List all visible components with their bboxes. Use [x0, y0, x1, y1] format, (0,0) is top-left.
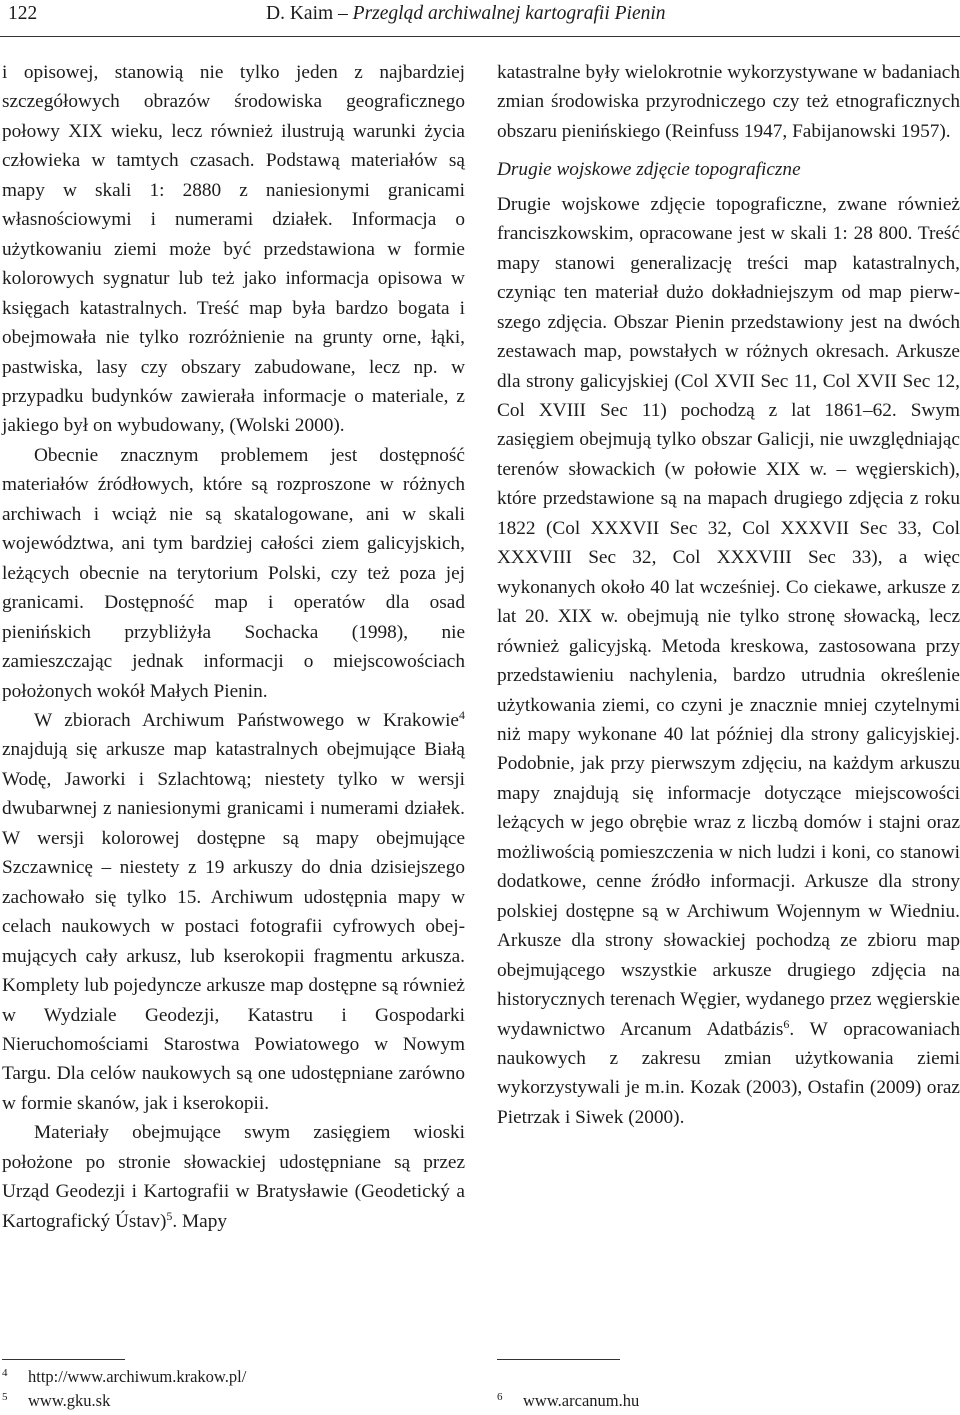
left-paragraph-4: [2, 1118, 465, 1236]
footnote-5: $^5$ www.gku.sk: [2, 1391, 111, 1410]
section-heading: Drugie wojskowe zdjęcie topograficzne: [497, 159, 801, 181]
footnote-rule-right: [497, 1359, 620, 1360]
footnote-ref-5[interactable]: 5: [166, 1208, 173, 1223]
right-column: [497, 58, 960, 1132]
left-column: [2, 58, 465, 1236]
left-paragraph-4-text-a: Materiały obejmujące swym zasięgiem wioski położone po stronie słowackiej udostępniane są przez Urząd Geodezji i Kartografii w Bratysławie (Geodetický a Kartografický Ústav): [2, 1122, 465, 1232]
footnote-4: $^4$ http://www.archiwum.krakow.pl/: [2, 1367, 247, 1386]
footnote-ref-4[interactable]: 4: [459, 707, 465, 722]
running-header: [0, 0, 960, 40]
running-head-author: D. Kaim –: [266, 3, 353, 24]
header-rule: [0, 36, 960, 37]
left-paragraph-4-text-b: . Mapy: [172, 1210, 227, 1232]
footnote-link-4[interactable]: http://www.archiwum.krakow.pl/: [28, 1367, 247, 1386]
left-paragraph-3-text-b: znajdują się arkusze map katastralnych obejmujące Białą Wodę, Jaworki i Szlachtową; niestety tylko w wersji dwubarwnej z naniesionymi granicami i numerami działek. W wersji kolorowej dostępne są mapy obejmujące Szczawnicę – niestety z 19 arkuszy do dnia dzisiejszego zachowało się tylko 15. Archiwum udostępnia mapy w celach naukowych w postaci fotografii cyfrowych obejmujących cały arkusz, lub kserokopii fragmentu arkusza. Komplety lub pojedyncze arkusze map dostępne są również w Wydziale Geodezji, Katastru i Gospodarki Nieruchomościami Starostwa Powiatowego w Nowym Targu. Dla celów naukowych są one udostępniane zarówno w formie skanów, jak i kserokopii.: [2, 739, 465, 1114]
left-paragraph-3: [2, 706, 465, 1118]
footnote-rule-left: [2, 1359, 125, 1360]
page-number: 122: [8, 3, 38, 24]
footnote-6: $^6$ www.arcanum.hu: [497, 1391, 640, 1410]
left-paragraph-2: Obecnie znacznym problemem jest dostępność materiałów źródłowych, które są rozproszone w różnych archiwach i wciąż nie są skatalogowane, ani w skali województwa, ani tym bardziej całości ziem galicyjskich, leżących obecnie na terytorium Polski, czy też poza jej granicami. Dostępność map i operatów dla osad pienińskich przybliżyła Sochacka (1998), nie zamieszczając jednak informacji o miejscowościach położonych wokół Małych Pienin.: [2, 444, 465, 702]
right-paragraph-2-text-a: Drugie wojskowe zdjęcie topograficzne, zwane również franciszkowskim, opracowane jest w skali 1: 28 800. Treść mapy stanowi generalizację treści map katastralnych, czyniąc ten materiał dużo dokładniejszym od map pierwszego zdjęcia. Obszar Pienin przedstawiony jest na dwóch zestawach map, powstałych w różnych okresach. Arkusze dla strony galicyjskiej (Col XVII Sec 11, Col XVII Sec 12, Col XVIII Sec 11) pochodzą z lat 1861–62. Swym zasięgiem obejmują tylko obszar Galicji, nie uwzględniając terenów słowackich (w połowie XIX w. – węgierskich), które przedstawione są na mapach drugiego zdjęcia z roku 1822 (Col XXXVII Sec 32, Col XXXVII Sec 33, Col XXXVIII Sec 32, Col XXXVIII Sec 33), a więc wykonanych około 40 lat wcześniej. Co ciekawe, arkusze z lat 20. XIX w. obejmują nie tylko stronę słowacką, lecz również galicyjską. Metoda kreskowa, zastosowana przy przedstawieniu nachylenia, bardzo utrudnia określenie użytkowania ziemi, co czyni je znacznie mniej czytelnymi niż mapy wykonane 40 lat później dla strony galicyjskiej. Podobnie, jak przy pierwszym zdjęciu, na każdym arkuszu mapy znajdują się informacje dotyczące miejscowości leżących w jego obrębie wraz z liczbą domów i stajni oraz możliwością pomieszczenia w nich ludzi i koni, co stanowi dodatkowe, cenne źródło informacji. Arkusze dla strony polskiej dostępne są w Archiwum Wojennym w Wiedniu. Arkusze dla strony słowackiej pochodzą ze zbioru map obejmującego wszystkie arkusze drugiego zdjęcia na historycznych terenach Węgier, wydanego przez węgierskie wydawnictwo Arcanum Adatbázis: [497, 193, 960, 1040]
footnote-link-6[interactable]: www.arcanum.hu: [523, 1391, 640, 1410]
running-head-title: [266, 3, 666, 25]
right-paragraph-2: [497, 190, 960, 1133]
footnote-ref-6[interactable]: 6: [783, 1016, 790, 1031]
left-paragraph-1: i opisowej, stanowią nie tylko jeden z najbardziej szczegółowych obrazów środowiska geograficznego połowy XIX wieku, lecz również ilustrują warunki życia człowieka w tamtych czasach. Podstawą materiałów są mapy w skali 1: 2880 z naniesionymi granicami własnościowymi i numerami działek. Informacja o użytkowaniu ziemi może być przedstawiona w formie kolorowych sygnatur lub też jako informacja opisowa w księgach katastralnych. Treść map była bardzo bogata i obejmowała nie tylko rozróżnienie na grunty orne, łąki, pastwiska, lasy czy obszary zabudowane, lecz np. w przypadku budynków zawierała informacje o materiale, z jakiego był on wybudowany, (Wolski 2000).: [2, 62, 465, 437]
right-paragraph-1: katastralne były wielokrotnie wykorzystywane w badaniach zmian środowiska przyrodniczego czy też etnograficznych obszaru pienińskiego (Reinfuss 1947, Fabijanowski 1957).: [497, 62, 960, 142]
right-paragraph-2-text-b: . W opracowaniach naukowych z zakresu zmian użytkowania ziemi wykorzystywali je m.in. Kozak (2003), Ostafin (2009) oraz Pietrzak i Siwek (2000).: [497, 1018, 960, 1128]
running-head-article-title: Przegląd archiwalnej kartografii Pienin: [352, 3, 666, 24]
footnote-link-5[interactable]: www.gku.sk: [28, 1391, 111, 1410]
left-paragraph-3-text-a: W zbiorach Archiwum Państwowego w Krakowie: [34, 709, 459, 731]
